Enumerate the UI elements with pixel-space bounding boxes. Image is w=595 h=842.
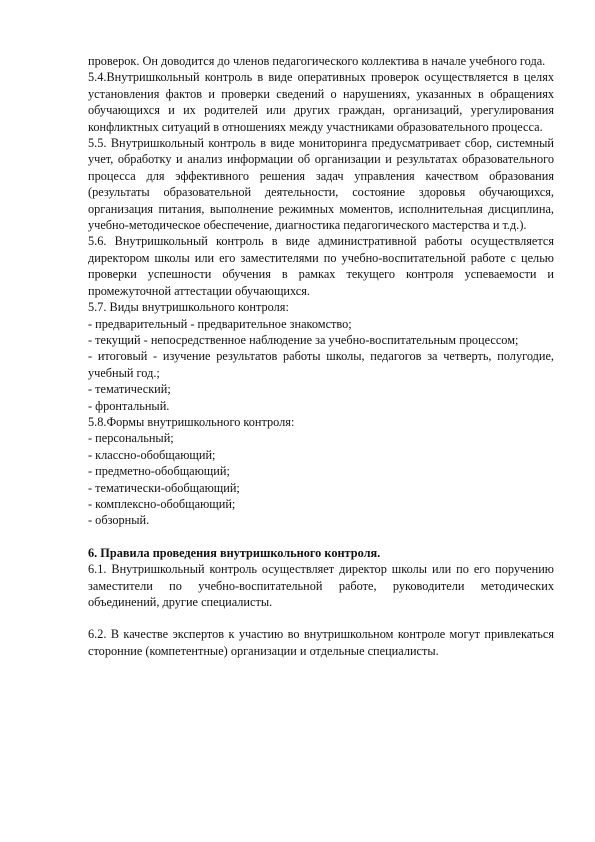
types-title: 5.7. Виды внутришкольного контроля: (88, 300, 289, 315)
section-6-heading: 6. Правила проведения внутришкольного контроля. (88, 545, 381, 560)
paragraph-5-5: 5.5. Внутришкольный контроль в виде мониторинга предусматривает сбор, системный учет, обработку и анализ информации об организации и результатах образовательного процесса для эффективного решения задач управления качеством образования (результаты образовательной деятельности, состояние здоровья обучающихся, организация питания, выполнение режимных моментов, исполнительная дисциплина, учебно-методическое обеспечение, диагностика педагогического мастерства и т.д.). (88, 136, 554, 233)
paragraph-5-6: 5.6. Внутришкольный контроль в виде административной работы осуществляется директором школы или его заместителями по учебно-воспитательной работе с целью проверки успешности обучения в рамках текущего контроля успеваемости и промежуточной аттестации обучающихся. (88, 234, 554, 298)
paragraph-5-4: 5.4.Внутришкольный контроль в виде оперативных проверок осуществляется в целях установления фактов и проверки сведений о нарушениях, указанных в обращениях обучающихся и их родителей или других граждан, организаций, урегулирования конфликтных ситуаций в отношениях между участниками образовательного процесса. (88, 70, 554, 134)
forms-item-class: - классно-обобщающий; (88, 447, 216, 462)
spacer (88, 529, 554, 545)
document-page (88, 53, 554, 659)
paragraph-intro-continuation: проверок. Он доводится до членов педагогического коллектива в начале учебного года. (88, 54, 546, 68)
forms-item-complex: - комплексно-обобщающий; (88, 496, 236, 511)
forms-item-subject: - предметно-обобщающий; (88, 464, 230, 479)
types-item-thematic: - тематический; (88, 382, 171, 397)
forms-item-overview: - обзорный. (88, 513, 150, 528)
paragraph-6-2: 6.2. В качестве экспертов к участию во внутришкольном контроле могут привлекаться сторонние (компетентные) организации и отдельные специалисты. (88, 627, 554, 658)
types-item-frontal: - фронтальный. (88, 398, 170, 413)
forms-item-thematic: - тематически-обобщающий; (88, 480, 240, 495)
forms-item-personal: - персональный; (88, 431, 174, 446)
forms-title: 5.8.Формы внутришкольного контроля: (88, 414, 295, 429)
paragraph-6-1: 6.1. Внутришкольный контроль осуществляет директор школы или по его поручению заместители по учебно-воспитательной работе, руководители методических объединений, другие специалисты. (88, 562, 554, 609)
spacer (88, 610, 554, 626)
types-item-current: - текущий - непосредственное наблюдение за учебно-воспитательным процессом; (88, 332, 519, 347)
types-item-final: - итоговый - изучение результатов работы школы, педагогов за четверть, полугодие, учебный год.; (88, 349, 554, 380)
types-item-preliminary: - предварительный - предварительное знакомство; (88, 316, 352, 331)
